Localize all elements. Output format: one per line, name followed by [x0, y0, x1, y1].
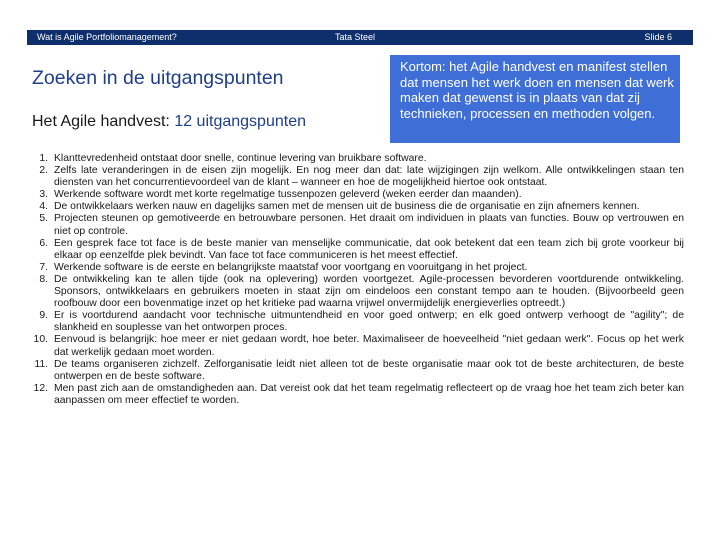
principles-list [28, 153, 684, 407]
list-item [28, 310, 684, 334]
item-text: Werkende software wordt met korte regelmatige tussenpozen geleverd (weken eerder dan maanden). [54, 189, 522, 201]
list-item [28, 274, 684, 310]
header-slide-number: Slide 6 [644, 32, 672, 42]
subtitle-prefix: Het Agile handvest: [32, 113, 175, 130]
subtitle-highlight: 12 uitgangspunten [174, 113, 306, 130]
item-number: 11. [34, 358, 48, 370]
item-number: 12. [33, 382, 48, 394]
item-number: 3. [39, 189, 48, 201]
item-text: Men past zich aan de omstandigheden aan. Dat vereist ook dat het team regelmatig reflecteert op de vraag hoe het team zich beter kan aanpassen om meer effectief te worden. [54, 382, 684, 406]
summary-callout: Kortom: het Agile handvest en manifest stellen dat mensen het werk doen en mensen dat werk maken dat gewenst is in plaats van dat zij technieken, processen en methoden volgen. [390, 55, 680, 143]
list-item [28, 238, 684, 262]
list-item [28, 153, 684, 165]
header-company: Tata Steel [335, 32, 376, 42]
item-text: De ontwikkelaars werken nauw en dagelijks samen met de mensen uit de business die de organisatie en zijn afnemers kennen. [54, 201, 640, 213]
slide-title: Zoeken in de uitgangspunten [32, 67, 284, 89]
item-number: 1. [39, 153, 48, 164]
item-text: Klanttevredenheid ontstaat door snelle, continue levering van bruikbare software. [54, 153, 427, 164]
item-number: 2. [39, 165, 48, 177]
slide-subtitle [32, 113, 306, 131]
item-number: 5. [39, 213, 48, 225]
slide-header-bar [27, 30, 693, 45]
list-item [28, 165, 684, 189]
item-text: Er is voortdurend aandacht voor technische uitmuntendheid en voor goed ontwerp; en elk goed ontwerp verhoogt de "agility"; de slankheid en souplesse van het ontworpen proces. [54, 310, 684, 334]
list-item [28, 201, 684, 213]
item-text: Projecten steunen op gemotiveerde en betrouwbare personen. Het draait om individuen in plaats van functies. Bouw op vertrouwen en niet op controle. [54, 213, 684, 237]
item-text: De ontwikkeling kan te allen tijde (ook na oplevering) worden voortgezet. Agile-processen bevorderen voortdurende ontwikkeling. Sponsors, ontwikkelaars en gebruikers moeten in staat zijn om eindeloos een constant tempo aan te houden. (Bijvoorbeeld geen roofbouw door een bovenmatige inzet op het kritieke pad waarna vrijwel onvermijdelijk energieverlies optreedt.) [54, 273, 684, 310]
item-number: 8. [39, 273, 48, 285]
list-item [28, 262, 684, 274]
header-deck-title: Wat is Agile Portfoliomanagement? [37, 32, 177, 42]
item-number: 7. [39, 261, 48, 273]
item-text: Eenvoud is belangrijk: hoe meer er niet gedaan wordt, hoe beter. Maximaliseer de hoeveelheid "niet gedaan werk". Focus op het werk dat werkelijk gedaan moet worden. [54, 334, 684, 358]
item-text: Zelfs late veranderingen in de eisen zijn mogelijk. En nog meer dan dat: late wijzigingen zijn welkom. Alle ontwikkelingen staan ten diensten van het concurrentievoordeel van de klant – wanneer en hoe de mogelijkheid hiertoe ook ontstaat. [54, 165, 684, 189]
list-item [28, 359, 684, 383]
list-item [28, 189, 684, 201]
item-number: 4. [39, 201, 48, 213]
item-number: 9. [39, 310, 48, 322]
list-item [28, 383, 684, 407]
item-text: De teams organiseren zichzelf. Zelforganisatie leidt niet alleen tot de beste organisatie maar ook tot de beste architecturen, de beste ontwerpen en de beste software. [54, 358, 684, 382]
list-item [28, 213, 684, 237]
item-text: Werkende software is de eerste en belangrijkste maatstaf voor voortgang en vooruitgang in het project. [54, 261, 528, 273]
item-text: Een gesprek face tot face is de beste manier van menselijke communicatie, dat ook betekent dat een team zich bij grote voorkeur bij elkaar op eenzelfde plek bevindt. Van face tot face communiceren is het meest effectief. [54, 237, 684, 261]
item-number: 6. [39, 237, 48, 249]
list-item [28, 334, 684, 358]
item-number: 10. [33, 334, 48, 346]
